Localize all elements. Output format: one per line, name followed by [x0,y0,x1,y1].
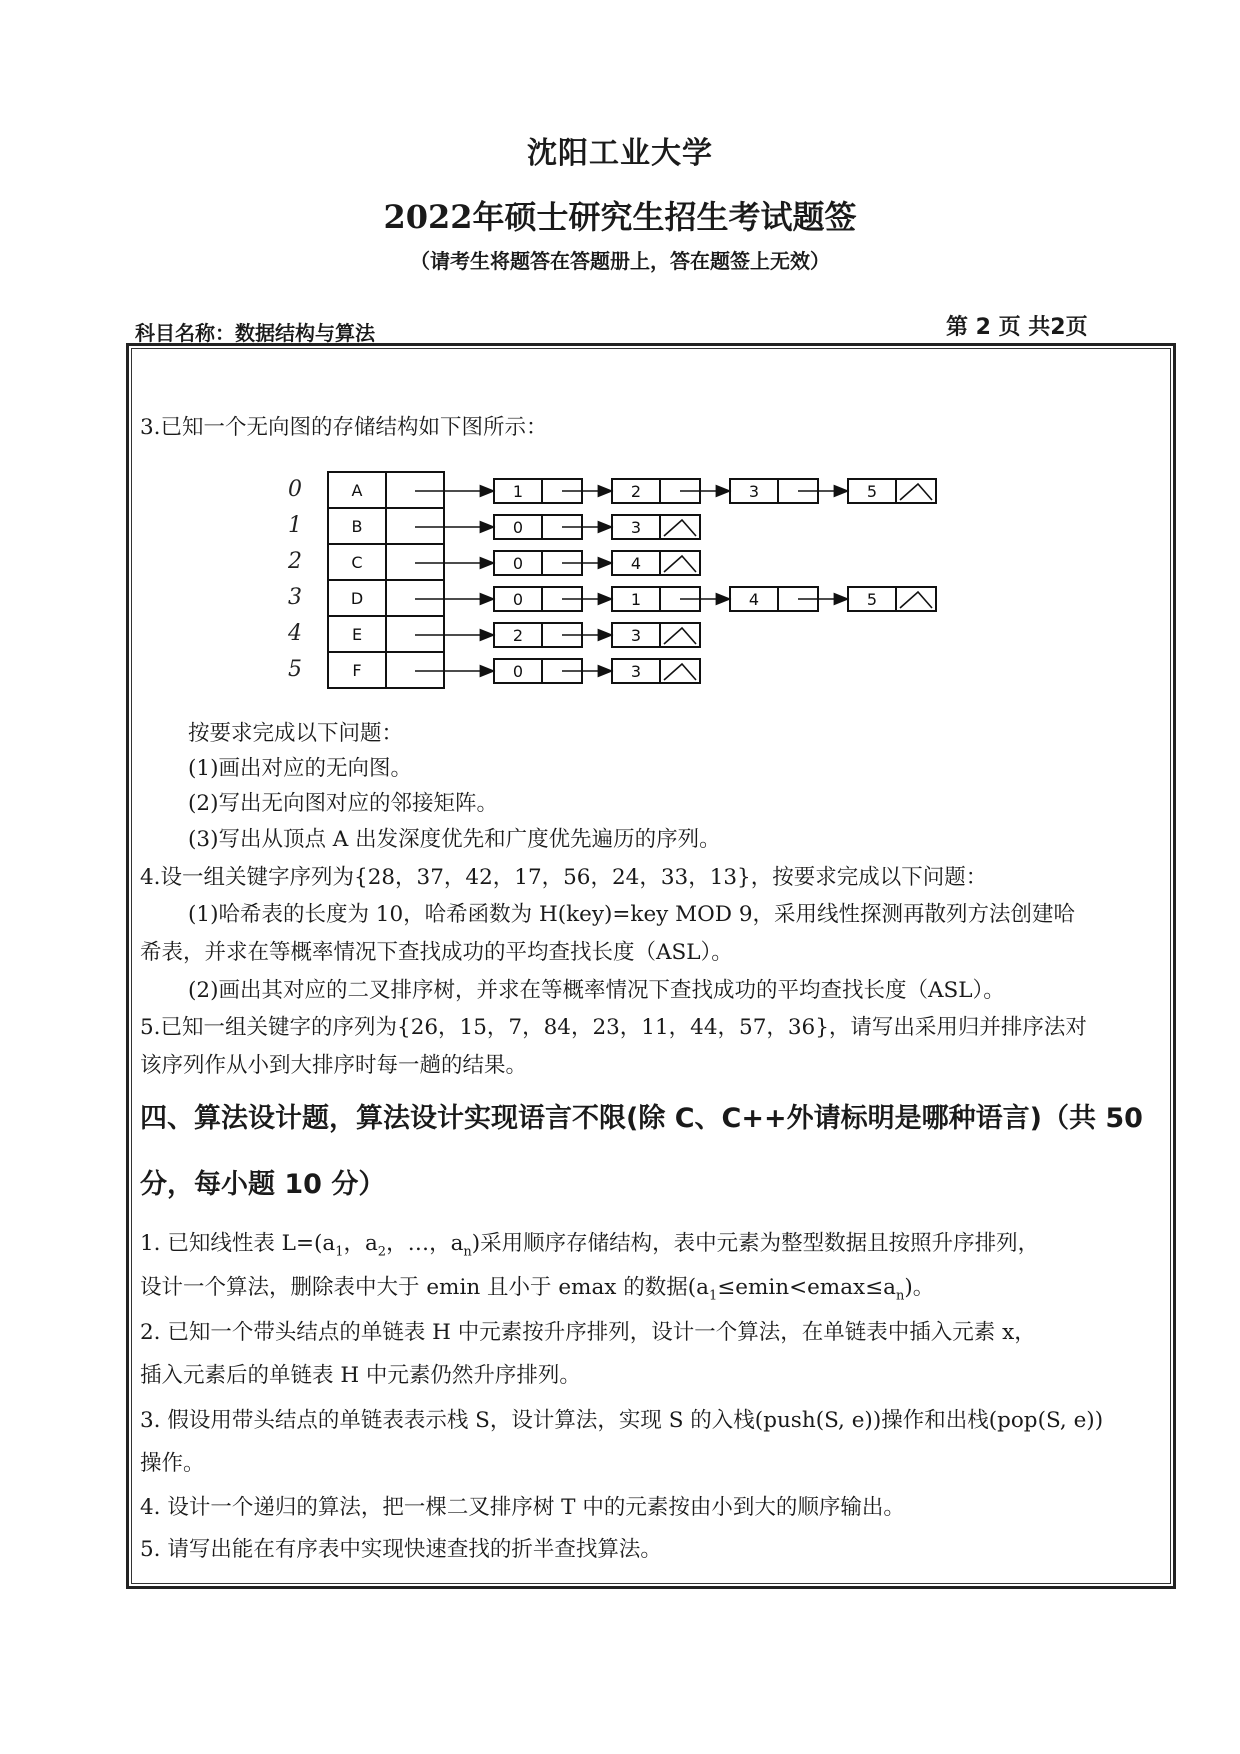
adjacent-vertex-index: 0 [512,590,524,609]
vertex-label: F [352,661,362,680]
q4-sub1-b: 希表，并求在等概率情况下查找成功的平均查找长度（ASL）。 [140,940,733,965]
section4-title-line2: 分，每小题 10 分） [140,1169,386,1200]
adjacent-vertex-index: 5 [866,482,878,501]
node-link-cell [660,551,700,575]
node-link-cell [660,515,700,539]
adjacency-row [288,580,936,616]
adjacent-vertex-index: 4 [748,590,760,609]
algo-q3-line2: 操作。 [140,1451,205,1476]
adjacency-row [288,652,700,688]
algo-q2-line1: 2. 已知一个带头结点的单链表 H 中元素按升序排列，设计一个算法，在单链表中插入元素 x， [140,1320,1036,1345]
adjacency-row [287,544,700,580]
pointer-cell [386,616,444,652]
node-link-cell [896,479,936,503]
exam-note: （请考生将题答在答题册上，答在题签上无效） [410,249,830,273]
pointer-cell [386,508,444,544]
row-index-label: 5 [288,657,302,682]
q3-intro: 3.已知一个无向图的存储结构如下图所示： [140,415,548,440]
algo-q1-line1: 1. 已知线性表 $L=(a_1$，$a_2$，…，$a_n$)采用顺序存储结构，表中元素为整型数据且按照升序排列， [140,1231,1040,1260]
adjacent-vertex-index: 0 [512,662,524,681]
algo-q1-line2: 设计一个算法，删除表中大于 emin 且小于 emax 的数据$(a_1\le emin<emax\le a_n)$。 [140,1275,935,1304]
adjacent-vertex-index: 2 [630,482,642,501]
adjacent-vertex-index: 2 [512,626,524,645]
page-number: 第 2 页 共2页 [946,315,1088,340]
exam-title: 2022年硕士研究生招生考试题签 [383,198,857,236]
vertex-label: E [351,625,363,644]
row-index-label: 1 [288,513,302,538]
adjacent-vertex-index: 4 [630,554,642,573]
adjacent-vertex-index: 3 [748,482,760,501]
null-pointer-mark [900,484,932,500]
pointer-cell [386,472,444,508]
adjacency-list-diagram [278,462,978,692]
adjacent-vertex-index: 0 [512,554,524,573]
node-link-cell [660,623,700,647]
q3-sub1: (1)画出对应的无向图。 [188,756,412,781]
adjacency-row [288,508,700,544]
row-index-label: 3 [288,585,302,610]
vertex-label: A [351,481,363,500]
q3-prompt: 按要求完成以下问题： [188,721,404,746]
adjacent-vertex-index: 3 [630,518,642,537]
subject-name: 科目名称：数据结构与算法 [135,321,375,345]
algo-q5: 5. 请写出能在有序表中实现快速查找的折半查找算法。 [140,1537,662,1562]
q4-intro: 4.设一组关键字序列为{28，37，42，17，56，24，33，13}，按要求完成以下问题： [140,865,988,890]
node-link-cell [896,587,936,611]
null-pointer-mark [900,592,932,608]
null-pointer-mark [664,556,696,572]
adjacent-vertex-index: 0 [512,518,524,537]
pointer-cell [386,580,444,616]
section4-title-line1: 四、算法设计题，算法设计实现语言不限(除 C、C++外请标明是哪种语言)（共 50 [140,1103,1143,1134]
adjacent-vertex-index: 1 [512,482,524,501]
q4-sub2: (2)画出其对应的二叉排序树，并求在等概率情况下查找成功的平均查找长度（ASL）。 [188,978,1005,1003]
null-pointer-mark [664,664,696,680]
q5-line1: 5.已知一组关键字的序列为{26，15，7，84，23，11，44，57，36}，请写出采用归并排序法对 [140,1015,1087,1040]
vertex-label: D [350,589,364,608]
row-index-label: 2 [288,549,302,574]
q4-sub1-a: (1)哈希表的长度为 10，哈希函数为 H(key)=key MOD 9，采用线性探测再散列方法创建哈 [188,902,1076,927]
vertex-label: B [351,517,363,536]
q3-sub3: (3)写出从顶点 A 出发深度优先和广度优先遍历的序列。 [188,827,721,852]
algo-q3-line1: 3. 假设用带头结点的单链表表示栈 S，设计算法，实现 S 的入栈(push(S, e))操作和出栈(pop(S, e)) [140,1408,1104,1433]
algo-q2-line2: 插入元素后的单链表 H 中元素仍然升序排列。 [140,1363,581,1388]
row-index-label: 0 [288,477,302,502]
adjacent-vertex-index: 5 [866,590,878,609]
q3-sub2: (2)写出无向图对应的邻接矩阵。 [188,791,498,816]
university-name: 沈阳工业大学 [527,136,713,171]
pointer-cell [386,652,444,688]
row-index-label: 4 [288,621,302,646]
pointer-cell [386,544,444,580]
adjacency-row [288,472,936,508]
adjacency-row [287,616,700,652]
adjacent-vertex-index: 3 [630,626,642,645]
q5-line2: 该序列作从小到大排序时每一趟的结果。 [140,1053,528,1078]
adjacent-vertex-index: 3 [630,662,642,681]
vertex-label: C [351,553,363,572]
algo-q4: 4. 设计一个递归的算法，把一棵二叉排序树 T 中的元素按由小到大的顺序输出。 [140,1495,905,1520]
node-link-cell [660,659,700,683]
null-pointer-mark [664,628,696,644]
null-pointer-mark [664,520,696,536]
adjacent-vertex-index: 1 [630,590,642,609]
